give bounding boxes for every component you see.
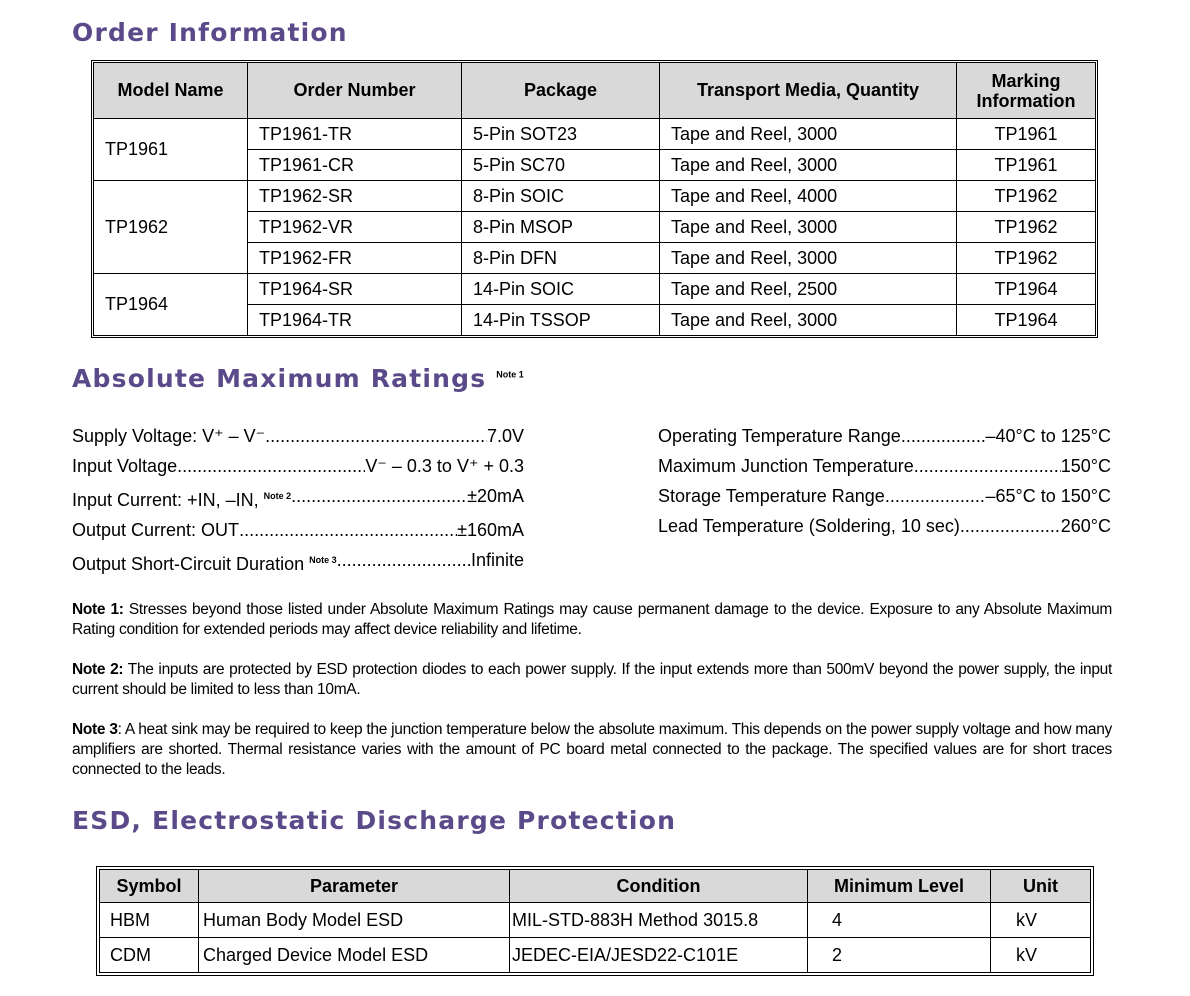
transport-cell: Tape and Reel, 2500 <box>660 274 957 305</box>
esd-table-frame <box>96 866 1094 976</box>
header-model-name: Model Name <box>94 63 248 119</box>
rating-label: Lead Temperature (Soldering, 10 sec) <box>658 516 960 536</box>
esd-table-header <box>100 870 1091 903</box>
order-number-cell: TP1964-TR <box>248 305 462 336</box>
esd-table <box>99 869 1091 973</box>
rating-label: Supply Voltage: V⁺ – V⁻ <box>72 426 266 446</box>
rating-row <box>658 451 1111 481</box>
marking-cell: TP1962 <box>957 212 1096 243</box>
leader-dots <box>291 481 467 515</box>
note-1 <box>72 600 1112 640</box>
symbol-cell: CDM <box>100 938 199 973</box>
rating-row <box>658 421 1111 451</box>
transport-cell: Tape and Reel, 3000 <box>660 305 957 336</box>
order-table <box>93 62 1096 336</box>
leader-dots <box>337 545 471 579</box>
package-cell: 8-Pin SOIC <box>462 181 660 212</box>
marking-cell: TP1962 <box>957 243 1096 274</box>
order-number-cell: TP1962-SR <box>248 181 462 212</box>
rating-row <box>658 481 1111 511</box>
rating-label: Output Current: OUT <box>72 520 240 540</box>
rating-label: Input Voltage <box>72 456 178 476</box>
leader-dots <box>265 421 487 451</box>
transport-cell: Tape and Reel, 3000 <box>660 150 957 181</box>
note-label: Note 1: <box>72 601 124 618</box>
package-cell: 5-Pin SC70 <box>462 150 660 181</box>
table-row <box>94 274 1096 305</box>
package-cell: 5-Pin SOT23 <box>462 119 660 150</box>
note-2 <box>72 660 1112 700</box>
header-parameter: Parameter <box>199 870 510 903</box>
rating-value: 7.0V <box>486 426 524 446</box>
rating-label-text: Output Short-Circuit Duration <box>72 554 310 574</box>
model-name-cell: TP1962 <box>94 181 248 274</box>
rating-label <box>72 545 337 579</box>
leader-dots <box>960 511 1061 541</box>
unit-cell: kV <box>991 938 1091 973</box>
header-condition: Condition <box>510 870 808 903</box>
order-information-title: Order Information <box>72 18 348 47</box>
order-number-cell: TP1964-SR <box>248 274 462 305</box>
ratings-title-note: Note 1 <box>496 369 524 380</box>
note-text: : A heat sink may be required to keep the junction temperature below the absolute maximum. This depends on the power supply voltage and how many amplifiers are shorted. Thermal resistance varies with the amount of PC board metal connected to the package. The specified values are for short traces connected to the leads. <box>72 721 1113 778</box>
parameter-cell: Charged Device Model ESD <box>199 938 510 973</box>
symbol-cell: HBM <box>100 903 199 938</box>
rating-note-ref: Note 2 <box>263 491 292 501</box>
header-minimum-level: Minimum Level <box>808 870 991 903</box>
rating-value: Infinite <box>470 550 524 570</box>
leader-dots <box>239 515 457 545</box>
note-text: Stresses beyond those listed under Absolute Maximum Ratings may cause permanent damage to the device. Exposure to any Absolute Maximum Rating condition for extended periods may affect device reliability and lifetime. <box>72 601 1113 638</box>
absolute-maximum-ratings-title <box>72 364 524 393</box>
order-number-cell: TP1961-CR <box>248 150 462 181</box>
rating-value: ±160mA <box>457 520 524 540</box>
table-row <box>94 119 1096 150</box>
header-marking-line1: Marking <box>991 70 1061 91</box>
order-number-cell: TP1962-FR <box>248 243 462 274</box>
rating-row <box>72 451 524 481</box>
marking-cell: TP1961 <box>957 150 1096 181</box>
transport-cell: Tape and Reel, 3000 <box>660 119 957 150</box>
marking-cell: TP1964 <box>957 305 1096 336</box>
table-row <box>100 938 1091 973</box>
table-row <box>94 181 1096 212</box>
table-row <box>100 903 1091 938</box>
marking-cell: TP1964 <box>957 274 1096 305</box>
rating-row <box>72 515 524 545</box>
package-cell: 8-Pin MSOP <box>462 212 660 243</box>
leader-dots <box>901 421 986 451</box>
header-marking-line2: Information <box>976 90 1076 111</box>
note-label: Note 3 <box>72 721 118 738</box>
leader-dots <box>177 451 365 481</box>
model-name-cell: TP1964 <box>94 274 248 336</box>
minimum-level-cell: 2 <box>808 938 991 973</box>
parameter-cell: Human Body Model ESD <box>199 903 510 938</box>
order-table-header <box>94 63 1096 119</box>
unit-cell: kV <box>991 903 1091 938</box>
marking-cell: TP1961 <box>957 119 1096 150</box>
note-label: Note 2: <box>72 661 124 678</box>
ratings-title-text: Absolute Maximum Ratings <box>72 364 487 393</box>
rating-value: –40°C to 125°C <box>985 426 1111 446</box>
rating-note-ref: Note 3 <box>309 555 337 565</box>
rating-label: Maximum Junction Temperature <box>658 456 914 476</box>
leader-dots <box>885 481 986 511</box>
ratings-right-column <box>658 421 1111 541</box>
rating-row <box>72 545 524 579</box>
rating-value: V⁻ – 0.3 to V⁺ + 0.3 <box>365 456 524 476</box>
transport-cell: Tape and Reel, 4000 <box>660 181 957 212</box>
transport-cell: Tape and Reel, 3000 <box>660 243 957 274</box>
header-package: Package <box>462 63 660 119</box>
ratings-left-column <box>72 421 524 579</box>
order-table-frame <box>91 60 1098 338</box>
condition-cell: JEDEC-EIA/JESD22-C101E <box>510 938 808 973</box>
minimum-level-cell: 4 <box>808 903 991 938</box>
rating-label: Storage Temperature Range <box>658 486 885 506</box>
rating-row <box>72 481 524 515</box>
rating-label: Operating Temperature Range <box>658 426 901 446</box>
esd-title: ESD, Electrostatic Discharge Protection <box>72 806 677 835</box>
transport-cell: Tape and Reel, 3000 <box>660 212 957 243</box>
rating-row <box>72 421 524 451</box>
order-number-cell: TP1962-VR <box>248 212 462 243</box>
header-transport: Transport Media, Quantity <box>660 63 957 119</box>
package-cell: 14-Pin TSSOP <box>462 305 660 336</box>
condition-cell: MIL-STD-883H Method 3015.8 <box>510 903 808 938</box>
header-unit: Unit <box>991 870 1091 903</box>
note-3 <box>72 720 1112 780</box>
header-symbol: Symbol <box>100 870 199 903</box>
rating-value: 260°C <box>1060 516 1111 536</box>
header-order-number: Order Number <box>248 63 462 119</box>
rating-value: –65°C to 150°C <box>985 486 1111 506</box>
header-marking <box>957 63 1096 119</box>
package-cell: 14-Pin SOIC <box>462 274 660 305</box>
rating-label-text: Input Current: +IN, –IN, <box>72 490 264 510</box>
leader-dots <box>914 451 1061 481</box>
marking-cell: TP1962 <box>957 181 1096 212</box>
package-cell: 8-Pin DFN <box>462 243 660 274</box>
rating-row <box>658 511 1111 541</box>
rating-value: 150°C <box>1060 456 1111 476</box>
note-text: The inputs are protected by ESD protection diodes to each power supply. If the input extends more than 500mV beyond the power supply, the input current should be limited to less than 10mA. <box>72 661 1112 698</box>
rating-value: ±20mA <box>467 486 524 506</box>
model-name-cell: TP1961 <box>94 119 248 181</box>
rating-label <box>72 481 291 515</box>
order-number-cell: TP1961-TR <box>248 119 462 150</box>
